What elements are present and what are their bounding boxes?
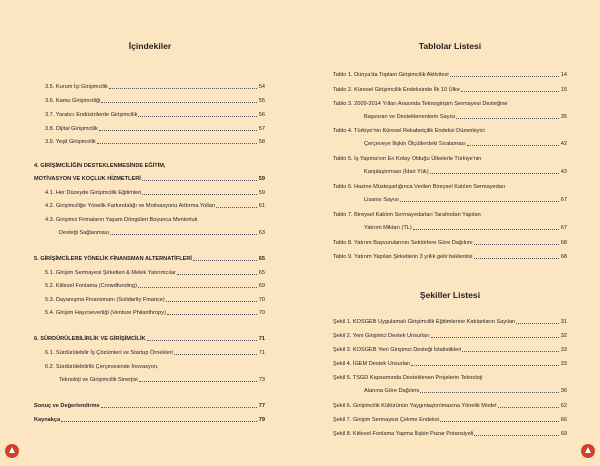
toc-entry-page: 79 — [258, 417, 265, 423]
toc-entry[interactable] — [45, 190, 265, 197]
toc-entry[interactable] — [45, 84, 265, 91]
toc-entry-title: 3.9. Yeşil Girişimcilik — [45, 139, 96, 145]
figure-entry-title: Şekil 4. İGEM Destek Unsurları — [333, 361, 411, 367]
toc-entry-page: 57 — [258, 126, 265, 132]
figure-entry-title: Şekil 1. KOSGEB Uygulamalı Girişimcilik Eğitimlerine Katılanların Sayıları — [333, 319, 516, 325]
dot-leader — [440, 421, 559, 422]
figure-entry[interactable] — [333, 333, 567, 340]
toc-entry[interactable] — [45, 203, 265, 210]
figure-entry-title: Şekil 7. Girişim Sermayesi Çekme Endeksi — [333, 417, 439, 423]
figure-entry-page: 33 — [560, 347, 567, 353]
toc-entry-title: 5.2. Kitlesel Fonlama (Crowdfunding) — [45, 283, 138, 289]
toc-entry[interactable] — [34, 403, 265, 410]
dot-leader — [110, 234, 257, 235]
dot-leader — [456, 118, 558, 119]
figure-entry-title: Şekil 5. TSGD Kapsamında Desteklenen Projelerin Teknoloji — [333, 375, 483, 381]
dot-leader — [462, 351, 558, 352]
tables-heading: Tablolar Listesi — [418, 41, 482, 51]
table-entry-page: 35 — [560, 114, 567, 120]
toc-entry-title: 3.6. Kamu Girişimciliği — [45, 98, 101, 104]
dot-leader — [413, 229, 559, 230]
dot-leader — [166, 301, 257, 302]
toc-entry-page: 58 — [258, 139, 265, 145]
dot-leader — [216, 207, 256, 208]
toc-entry[interactable] — [45, 364, 265, 384]
right-page — [300, 0, 600, 466]
toc-entry-page: 70 — [258, 297, 265, 303]
toc-entry-title: 3.5. Kurum İçi Girişimcilik — [45, 84, 108, 90]
table-entry-title: Tablo 5. İş Yapma'nın En Kolay Olduğu Ülkelerle Türkiye'nin — [333, 156, 482, 162]
toc-entry-title: 5.4. Girişim Hayırseverliği (Venture Philanthropy) — [45, 310, 166, 316]
table-entry-title: Tablo 1. Dünya'da Toplam Girişimcilik Aktivitesi — [333, 72, 449, 78]
toc-entry-title: Kaynakça — [34, 417, 61, 423]
figure-entry-title: Şekil 8. Kitlesel Fonlama Yapma İlişkin Pazar Potansiyeli — [333, 431, 474, 437]
toc-entry-page: 77 — [258, 403, 265, 409]
toc-entry-title: 4.1. Her Düzeyde Girişimcilik Eğitimleri — [45, 190, 142, 196]
dot-leader — [498, 407, 559, 408]
table-entry-title: Tablo 2. Küresel Girişimcilik Endeksinde İlk 10 Ülke — [333, 87, 460, 93]
dot-leader — [516, 323, 558, 324]
toc-entry-page: 71 — [258, 350, 265, 356]
dot-leader — [400, 201, 559, 202]
toc-entry-title: 4.3. Girişimci Firmaların Yaşam Döngüleri Boyunca Mentorluk — [45, 217, 198, 223]
table-entry[interactable] — [333, 87, 567, 94]
toc-heading: İçindekiler — [128, 41, 172, 51]
figure-entry-title-cont: Alanına Göre Dağılımı — [364, 388, 420, 394]
dot-leader — [138, 116, 256, 117]
toc-entry[interactable] — [45, 310, 265, 317]
toc-entry-page: 73 — [258, 377, 265, 383]
toc-entry-title: 5. GİRİŞİMCİLERE YÖNELİK FİNANSMAN ALTERNATİFLERİ — [34, 256, 192, 262]
table-entry[interactable] — [333, 128, 567, 148]
toc-entry[interactable] — [45, 98, 265, 105]
toc-entry-title-cont: Teknoloji ve Girişimcilik Sinerjisi — [59, 377, 138, 383]
table-entry-page: 42 — [560, 141, 567, 147]
toc-entry[interactable] — [45, 297, 265, 304]
toc-entry-page: 59 — [258, 190, 265, 196]
table-entry-page: 43 — [560, 169, 567, 175]
dot-leader — [411, 365, 558, 366]
dot-leader — [101, 407, 257, 408]
figure-entry-page: 31 — [560, 319, 567, 325]
toc-entry-page: 59 — [258, 176, 265, 182]
table-entry[interactable] — [333, 254, 567, 261]
figure-entry-title: Şekil 6. Girişimcilik Kültürünün Yaygınlaştırılmasına Yönelik Model — [333, 403, 497, 409]
toc-entry-page: 65 — [258, 270, 265, 276]
page-nav-icon-left[interactable] — [5, 444, 19, 458]
toc-entry-title: 5.1. Girişim Sermayesi Şirketleri & Melek Yatırımcılar — [45, 270, 176, 276]
figure-entry[interactable] — [333, 361, 567, 368]
toc-entry-page: 71 — [258, 336, 265, 342]
table-entry[interactable] — [333, 156, 567, 176]
toc-entry-page: 61 — [258, 203, 265, 209]
figure-entry[interactable] — [333, 403, 567, 410]
dot-leader — [97, 143, 257, 144]
toc-entry-page: 55 — [258, 98, 265, 104]
toc-entry-page: 70 — [258, 310, 265, 316]
toc-entry[interactable] — [45, 139, 265, 146]
dot-leader — [430, 173, 559, 174]
table-entry-title-cont: Karşılaştırması (İdari Yük) — [364, 169, 429, 175]
figures-heading: Şekiller Listesi — [419, 290, 481, 300]
figure-entry-page: 32 — [560, 333, 567, 339]
toc-entry-page: 65 — [258, 256, 265, 262]
dot-leader — [193, 260, 257, 261]
table-entry-title: Tablo 8. Yatırım Başvurularının Sektörlere Göre Dağılımı — [333, 240, 473, 246]
toc-entry-title: 4.2. Girişimciliğe Yönelik Farkındalığı ve Motivasyonu Arttırma Yolları — [45, 203, 216, 209]
dot-leader — [109, 88, 257, 89]
dot-leader — [461, 91, 559, 92]
dot-leader — [101, 102, 256, 103]
toc-entry-page: 69 — [258, 283, 265, 289]
table-entry-page: 67 — [560, 197, 567, 203]
figure-entry[interactable] — [333, 319, 567, 326]
toc-entry[interactable] — [45, 112, 265, 119]
table-entry[interactable] — [333, 101, 567, 121]
toc-entry[interactable] — [45, 270, 265, 277]
toc-entry-title: 4. GİRİŞİMCİLİĞİN DESTEKLENMESİNDE EĞİTİM, — [34, 163, 166, 169]
figure-entry-title: Şekil 3. KOSGEB Yeni Girişimci Desteği İstatistikleri — [333, 347, 462, 353]
dot-leader — [474, 258, 559, 259]
dot-leader — [142, 180, 257, 181]
toc-entry[interactable] — [45, 283, 265, 290]
toc-entry-title: 6.2. Sürdürülebilirlik Çerçevesinde İnovasyon, — [45, 364, 159, 370]
table-entry-title: Tablo 7. Bireysel Katılım Sermayedarları Tarafından Yapılan — [333, 212, 481, 218]
dot-leader — [420, 392, 558, 393]
toc-entry-title-cont: Desteği Sağlanması — [59, 230, 110, 236]
figure-entry-page: 66 — [560, 417, 567, 423]
toc-entry-title-cont: MOTİVASYON VE KOÇLUK HİZMETLERİ — [34, 176, 141, 182]
figure-entry[interactable] — [333, 431, 567, 438]
dot-leader — [467, 145, 559, 146]
dot-leader — [431, 337, 559, 338]
table-entry-page: 67 — [560, 225, 567, 231]
figure-entry-page: 33 — [560, 361, 567, 367]
table-entry[interactable] — [333, 240, 567, 247]
figure-entry-page: 62 — [560, 403, 567, 409]
toc-entry-title: Sonuç ve Değerlendirme — [34, 403, 100, 409]
table-entry-title: Tablo 3. 2009-2014 Yılları Arasında Teknogirişim Sermayesi Desteğine — [333, 101, 508, 107]
dot-leader — [450, 76, 559, 77]
dot-leader — [147, 340, 257, 341]
table-entry-title: Tablo 9. Yatırım Yapılan Şirketlerin 3 yıllık gelir beklentisi — [333, 254, 473, 260]
table-entry-title-cont: Lisansı Sayısı — [364, 197, 399, 203]
figure-entry[interactable] — [333, 375, 567, 395]
toc-entry[interactable] — [34, 417, 265, 424]
dot-leader — [142, 194, 256, 195]
table-entry-title: Tablo 6. Hazine Müsteşarlığınca Verilen Bireysel Katılım Sermayedarı — [333, 184, 506, 190]
table-entry-title: Tablo 4. Türkiye'nin Küresel Rekabetçilik Endeksi Düzenleyici — [333, 128, 485, 134]
toc-entry-title: 5.3. Dayanışma Finansmanı (Solidarity Finance) — [45, 297, 165, 303]
dot-leader — [99, 130, 257, 131]
figure-entry[interactable] — [333, 417, 567, 424]
figure-entry-page: 36 — [560, 388, 567, 394]
table-entry[interactable] — [333, 212, 567, 232]
dot-leader — [138, 287, 257, 288]
table-entry-page: 68 — [560, 254, 567, 260]
table-entry-title-cont: Başvuran ve Desteklenenlerin Sayısı — [364, 114, 456, 120]
toc-entry[interactable] — [34, 256, 265, 263]
toc-entry-page: 54 — [258, 84, 265, 90]
table-entry[interactable] — [333, 184, 567, 204]
table-entry-page: 68 — [560, 240, 567, 246]
toc-entry-title: 3.7. Yaratıcı Endüstrilerde Girişimcilik — [45, 112, 138, 118]
toc-entry[interactable] — [45, 350, 265, 357]
dot-leader — [139, 381, 257, 382]
table-entry[interactable] — [333, 72, 567, 79]
figure-entry[interactable] — [333, 347, 567, 354]
dot-leader — [61, 421, 257, 422]
toc-entry-page: 63 — [258, 230, 265, 236]
toc-entry-title: 6.1. Sürdürülebilir İş Çözümleri ve Startup Örnekleri — [45, 350, 173, 356]
table-entry-page: 14 — [560, 72, 567, 78]
toc-entry[interactable] — [34, 336, 265, 343]
figure-entry-title: Şekil 2. Yeni Girişimci Destek Unsurları — [333, 333, 430, 339]
table-entry-title-cont: Çerçeveye İlişkin Ölçütlerdeki Sıralaması — [364, 141, 466, 147]
figure-entry-page: 69 — [560, 431, 567, 437]
dot-leader — [474, 435, 558, 436]
table-entry-page: 15 — [560, 87, 567, 93]
toc-entry[interactable] — [45, 126, 265, 133]
toc-entry-page: 56 — [258, 112, 265, 118]
toc-entry[interactable] — [45, 217, 265, 237]
dot-leader — [167, 314, 257, 315]
dot-leader — [174, 354, 257, 355]
dot-leader — [474, 244, 559, 245]
toc-entry-title: 3.8. Dijital Girişimcilik — [45, 126, 98, 132]
dot-leader — [177, 274, 257, 275]
toc-entry[interactable] — [34, 163, 265, 183]
table-entry-title-cont: Yatırım Miktarı (TL) — [364, 225, 412, 231]
toc-entry-title: 6. SÜRDÜRÜLEBİLİRLİK VE GİRİŞİMCİLİK — [34, 336, 146, 342]
page-nav-icon-right[interactable] — [581, 444, 595, 458]
